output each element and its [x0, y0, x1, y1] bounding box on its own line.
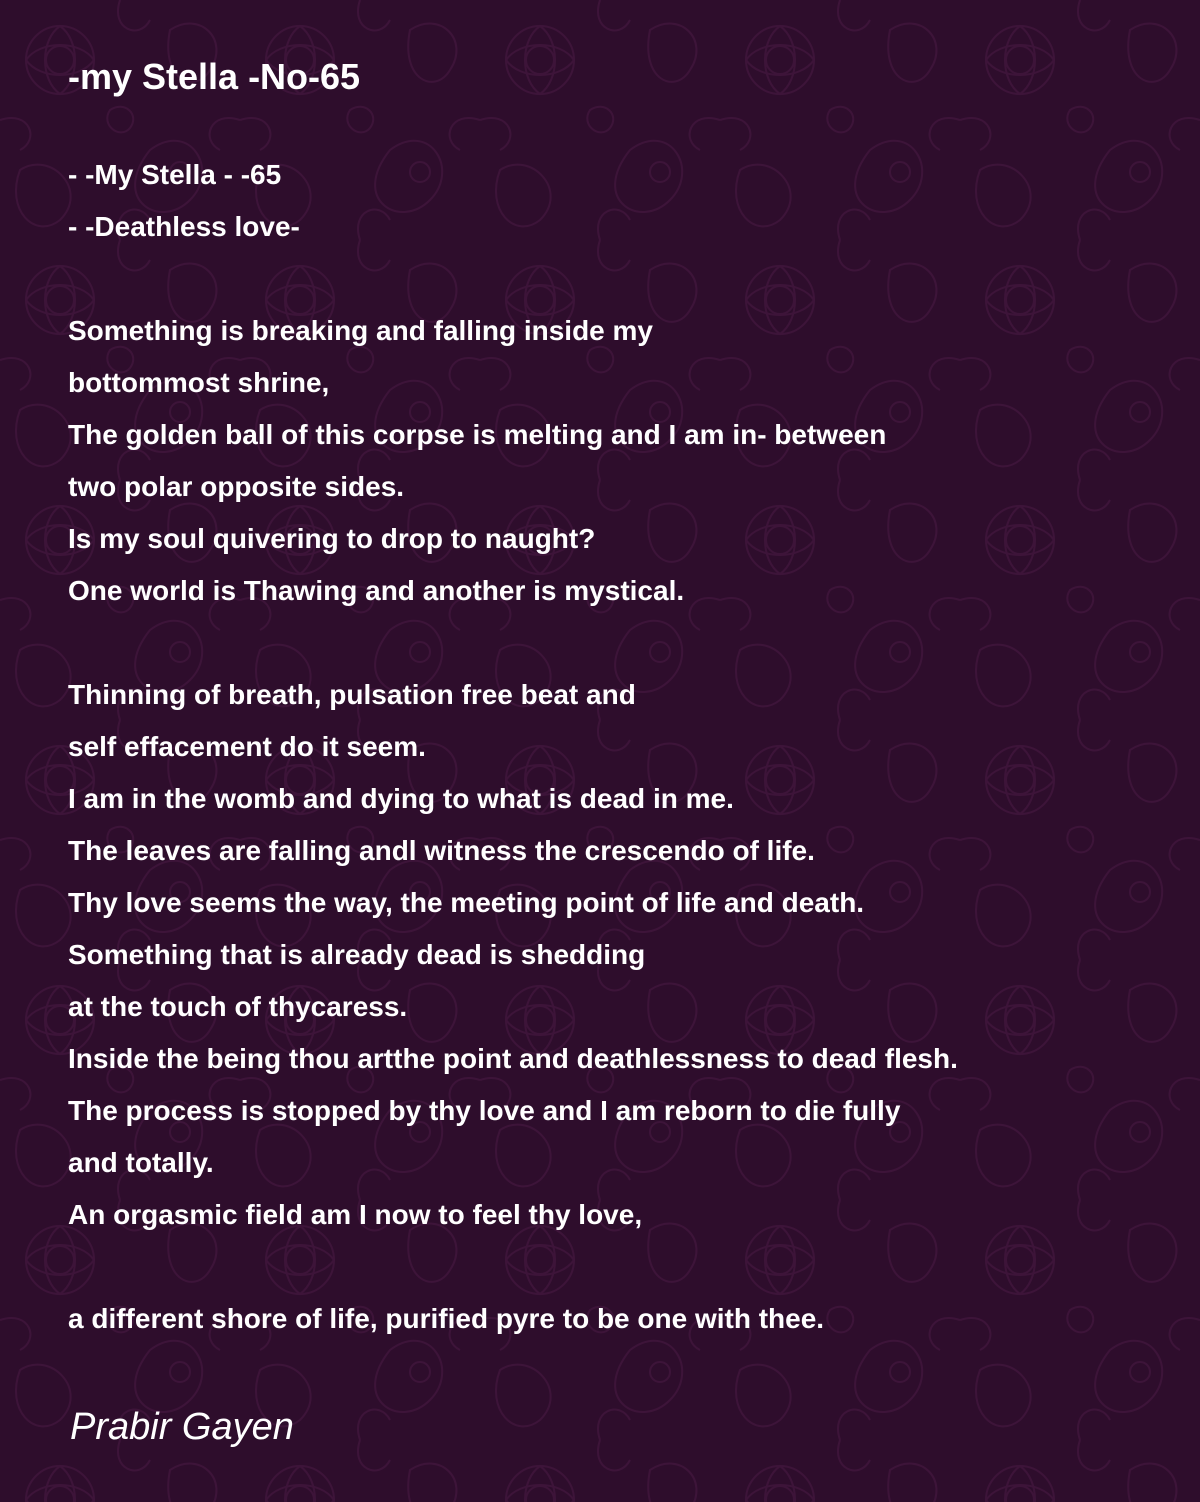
poem-line: Something that is already dead is shedding [68, 939, 646, 970]
poem-line: at the touch of thycaress. [68, 991, 408, 1022]
poem-title: -my Stella -No-65 [68, 56, 361, 97]
poem-line: - -My Stella - -65 [68, 159, 282, 190]
poem-line: Inside the being thou artthe point and deathlessness to dead flesh. [68, 1043, 958, 1074]
poem-line: Thinning of breath, pulsation free beat and [68, 679, 636, 710]
poem-line: I am in the womb and dying to what is dead in me. [68, 783, 734, 814]
poem-line: Thy love seems the way, the meeting point of life and death. [68, 887, 865, 918]
poem-line: The process is stopped by thy love and I am reborn to die fully [68, 1095, 901, 1126]
stanza-break [68, 256, 958, 308]
poem-line: and totally. [68, 1147, 214, 1178]
poem-line: two polar opposite sides. [68, 471, 405, 502]
poem-line: One world is Thawing and another is mystical. [68, 575, 685, 606]
poem-line: self effacement do it seem. [68, 731, 426, 762]
poem-line: Something is breaking and falling inside my [68, 315, 653, 346]
poem-line: a different shore of life, purified pyre to be one with thee. [68, 1303, 825, 1334]
stanza-break [68, 620, 958, 672]
stanza-break [68, 1244, 958, 1296]
poem-line: bottommost shrine, [68, 367, 330, 398]
poem-author: Prabir Gayen [70, 1406, 294, 1448]
poem-line: Is my soul quivering to drop to naught? [68, 523, 596, 554]
poem-body [68, 152, 958, 1348]
poem-line: The leaves are falling andl witness the crescendo of life. [68, 835, 815, 866]
poem-line: An orgasmic field am I now to feel thy love, [68, 1199, 643, 1230]
poem-line: The golden ball of this corpse is melting and I am in- between [68, 419, 887, 450]
poem-line: - -Deathless love- [68, 211, 300, 242]
